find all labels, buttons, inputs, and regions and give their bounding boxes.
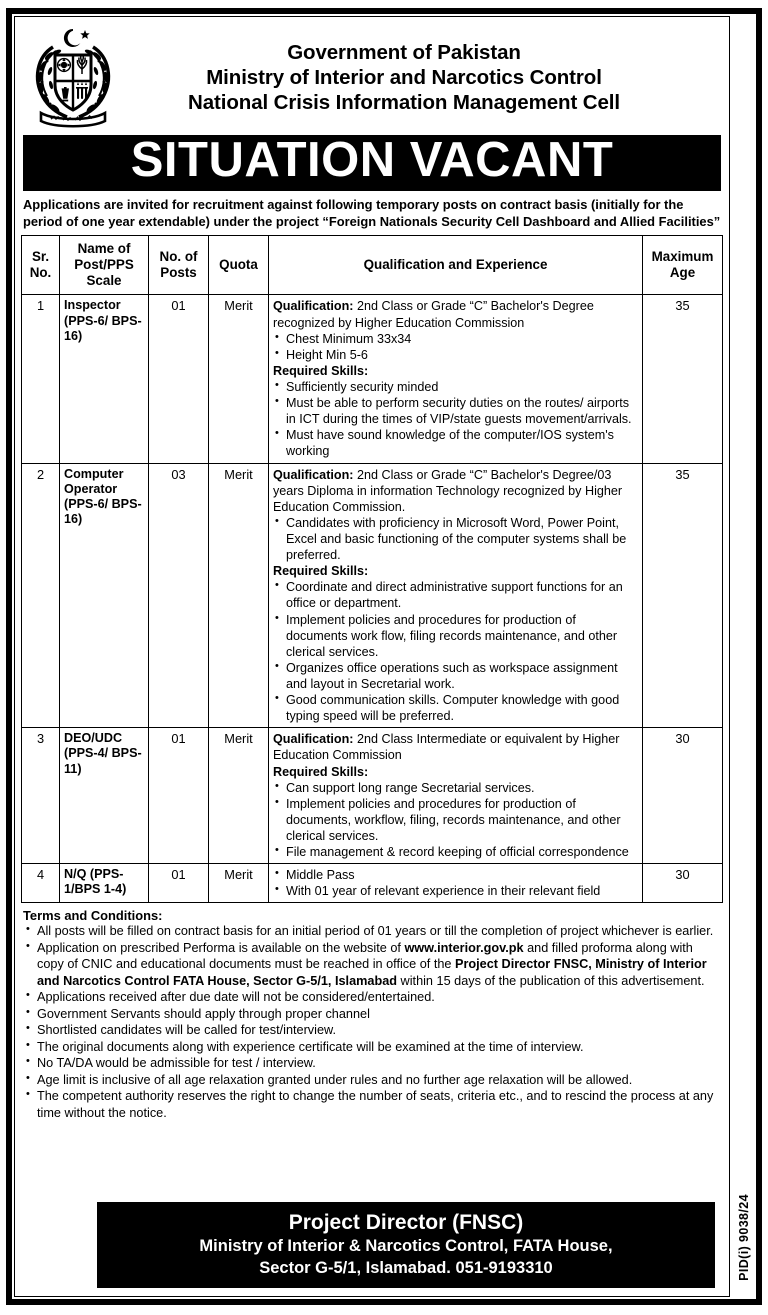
terms-title: Terms and Conditions:: [23, 908, 163, 924]
org-line-ministry: Ministry of Interior and Narcotics Control: [206, 65, 602, 89]
terms-item: [23, 1006, 721, 1023]
footer-contact-block: [97, 1202, 715, 1288]
required-skills-label: Required Skills:: [273, 764, 369, 779]
terms-item: [23, 1022, 721, 1039]
cell-quota: Merit: [209, 864, 269, 903]
cell-post: Computer Operator (PPS-6/ BPS-16): [60, 463, 149, 728]
cell-max_age: 30: [643, 864, 723, 903]
cell-qualification: [269, 864, 643, 903]
terms-item: [23, 1088, 721, 1121]
intro-paragraph: Applications are invited for recruitment against following temporary posts on contract basis (initially for the period of one year extendable) under the project “Foreign Nationals Security Cell Dashboard and Allied Facilities”: [23, 196, 721, 229]
table-row: [22, 864, 723, 903]
skills-bullet: • With 01 year of relevant experience in their relevant field: [273, 883, 638, 899]
col-header-qualification: Qualification and Experience: [269, 236, 643, 295]
skills-bullet: • Can support long range Secretarial services.: [273, 780, 638, 796]
terms-text: Application on prescribed Performa is available on the website of: [37, 940, 405, 955]
terms-emphasis: Project Director FNSC, Ministry of Interior and Narcotics Control FATA House, Sector G-5/1, Islamabad: [37, 957, 707, 988]
terms-item: [23, 1072, 721, 1089]
col-header-name-of-post: Name of Post/PPS Scale: [60, 236, 149, 295]
footer-sector-phone: Sector G-5/1, Islamabad. 051-9193310: [259, 1258, 553, 1277]
terms-item: [23, 989, 721, 1006]
qualification-bullet-list: [273, 331, 638, 363]
cell-max_age: 35: [643, 295, 723, 463]
qualification-label: Qualification:: [273, 299, 354, 314]
skills-bullet: • Sufficiently security minded: [273, 379, 638, 395]
terms-text: within 15 days of the publication of this advertisement.: [397, 973, 705, 988]
situation-vacant-banner: SITUATION VACANT: [23, 135, 721, 191]
footer-ministry-address: Ministry of Interior & Narcotics Control, FATA House,: [199, 1237, 613, 1256]
skills-bullet-list: [273, 867, 638, 899]
table-body: [22, 295, 723, 903]
cell-sr_no: 2: [22, 463, 60, 728]
advertisement-content: [14, 16, 730, 1297]
col-header-sr-no: Sr. No.: [22, 236, 60, 295]
cell-posts: 01: [149, 295, 209, 463]
table-header-row: [22, 236, 723, 295]
skills-bullet: • File management & record keeping of official correspondence: [273, 844, 638, 860]
terms-text: Shortlisted candidates will be called for test/interview.: [37, 1023, 337, 1038]
qualification-bullet: • Chest Minimum 33x34: [273, 331, 638, 347]
terms-text: All posts will be filled on contract basis for an initial period of 01 years or till the completion of project whichever is earlier.: [37, 924, 714, 939]
org-line-government: Government of Pakistan: [287, 40, 521, 64]
terms-item: [23, 923, 721, 940]
cell-max_age: 35: [643, 463, 723, 728]
skills-bullet: • Implement policies and procedures for production of documents work flow, filing records maintenance, and other clerical services.: [273, 612, 638, 660]
qualification-line: [273, 298, 638, 330]
org-line-cell: National Crisis Information Management Cell: [188, 90, 620, 114]
pid-number: PID(i) 9038/24: [737, 1194, 751, 1281]
cell-post: DEO/UDC (PPS-4/ BPS-11): [60, 728, 149, 864]
document-header: [21, 21, 723, 131]
pakistan-state-emblem-icon: [21, 25, 125, 129]
table-row: [22, 463, 723, 728]
skills-bullet-list: [273, 579, 638, 724]
skills-bullet: • Coordinate and direct administrative support functions for an office or department.: [273, 579, 638, 611]
terms-emphasis: www.interior.gov.pk: [404, 940, 524, 955]
cell-sr_no: 1: [22, 295, 60, 463]
footer-project-director: Project Director (FNSC): [288, 1210, 524, 1234]
cell-qualification: [269, 295, 643, 463]
qualification-text: 2nd Class Intermediate or equivalent by Higher Education Commission: [273, 732, 620, 763]
terms-item: [23, 940, 721, 990]
cell-max_age: 30: [643, 728, 723, 864]
qualification-bullet: • Candidates with proficiency in Microsoft Word, Power Point, Excel and basic functioning of the computer systems shall be preferred.: [273, 515, 638, 563]
cell-quota: Merit: [209, 295, 269, 463]
cell-sr_no: 3: [22, 728, 60, 864]
col-header-no-of-posts: No. of Posts: [149, 236, 209, 295]
terms-item: [23, 1055, 721, 1072]
terms-text: Government Servants should apply through proper channel: [37, 1006, 370, 1021]
qualification-label: Qualification:: [273, 732, 354, 747]
qualification-bullet: • Height Min 5-6: [273, 347, 638, 363]
vacancies-table: [21, 235, 723, 903]
table-row: [22, 295, 723, 463]
skills-bullet: • Good communication skills. Computer knowledge with good typing speed will be preferred.: [273, 692, 638, 724]
terms-text: Applications received after due date will not be considered/entertained.: [37, 990, 435, 1005]
qualification-label: Qualification:: [273, 467, 354, 482]
qualification-bullet-list: [273, 515, 638, 563]
terms-text: The competent authority reserves the right to change the number of seats, criteria etc., and to rescind the process at any time without the notice.: [37, 1089, 714, 1120]
layout-spacer: [21, 1123, 723, 1195]
qualification-text: 2nd Class or Grade “C” Bachelor's Degree recognized by Higher Education Commission: [273, 299, 594, 330]
required-skills-label: Required Skills:: [273, 564, 369, 579]
pid-rail: [732, 14, 756, 1299]
terms-list: [23, 923, 721, 1121]
skills-bullet-list: [273, 379, 638, 460]
terms-and-conditions: [21, 903, 723, 1123]
col-header-quota: Quota: [209, 236, 269, 295]
cell-quota: Merit: [209, 463, 269, 728]
skills-bullet: • Middle Pass: [273, 867, 638, 883]
cell-post: Inspector (PPS-6/ BPS-16): [60, 295, 149, 463]
cell-quota: Merit: [209, 728, 269, 864]
skills-bullet: • Implement policies and procedures for production of documents, workflow, filing, records maintenance, and other clerical services.: [273, 796, 638, 844]
advertisement-border: [6, 8, 762, 1305]
qualification-line: [273, 467, 638, 515]
table-row: [22, 728, 723, 864]
cell-posts: 01: [149, 728, 209, 864]
skills-bullet-list: [273, 780, 638, 861]
skills-bullet: • Must have sound knowledge of the computer/IOS system's working: [273, 427, 638, 459]
cell-posts: 03: [149, 463, 209, 728]
skills-bullet: • Organizes office operations such as workspace assignment and layout in Secretarial work.: [273, 660, 638, 692]
cell-posts: 01: [149, 864, 209, 903]
qualification-line: [273, 731, 638, 763]
terms-text: The original documents along with experience certificate will be examined at the time of interview.: [37, 1039, 584, 1054]
terms-text: and filled proforma along with copy of CNIC and educational documents must be reached in office of the: [37, 940, 693, 972]
required-skills-label: Required Skills:: [273, 363, 369, 378]
cell-qualification: [269, 463, 643, 728]
skills-bullet: • Must be able to perform security duties on the routes/ airports in ICT during the times of VIP/state guests movement/arrivals.: [273, 395, 638, 427]
cell-qualification: [269, 728, 643, 864]
col-header-max-age: Maximum Age: [643, 236, 723, 295]
terms-item: [23, 1039, 721, 1056]
qualification-text: 2nd Class or Grade “C” Bachelor's Degree/03 years Diploma in information Technology recognized by Higher Education Commission.: [273, 467, 623, 514]
cell-post: N/Q (PPS-1/BPS 1-4): [60, 864, 149, 903]
terms-text: Age limit is inclusive of all age relaxation granted under rules and no further age relaxation will be allowed.: [37, 1072, 633, 1087]
organization-titles: [125, 40, 723, 115]
terms-text: No TA/DA would be admissible for test / interview.: [37, 1056, 316, 1071]
cell-sr_no: 4: [22, 864, 60, 903]
